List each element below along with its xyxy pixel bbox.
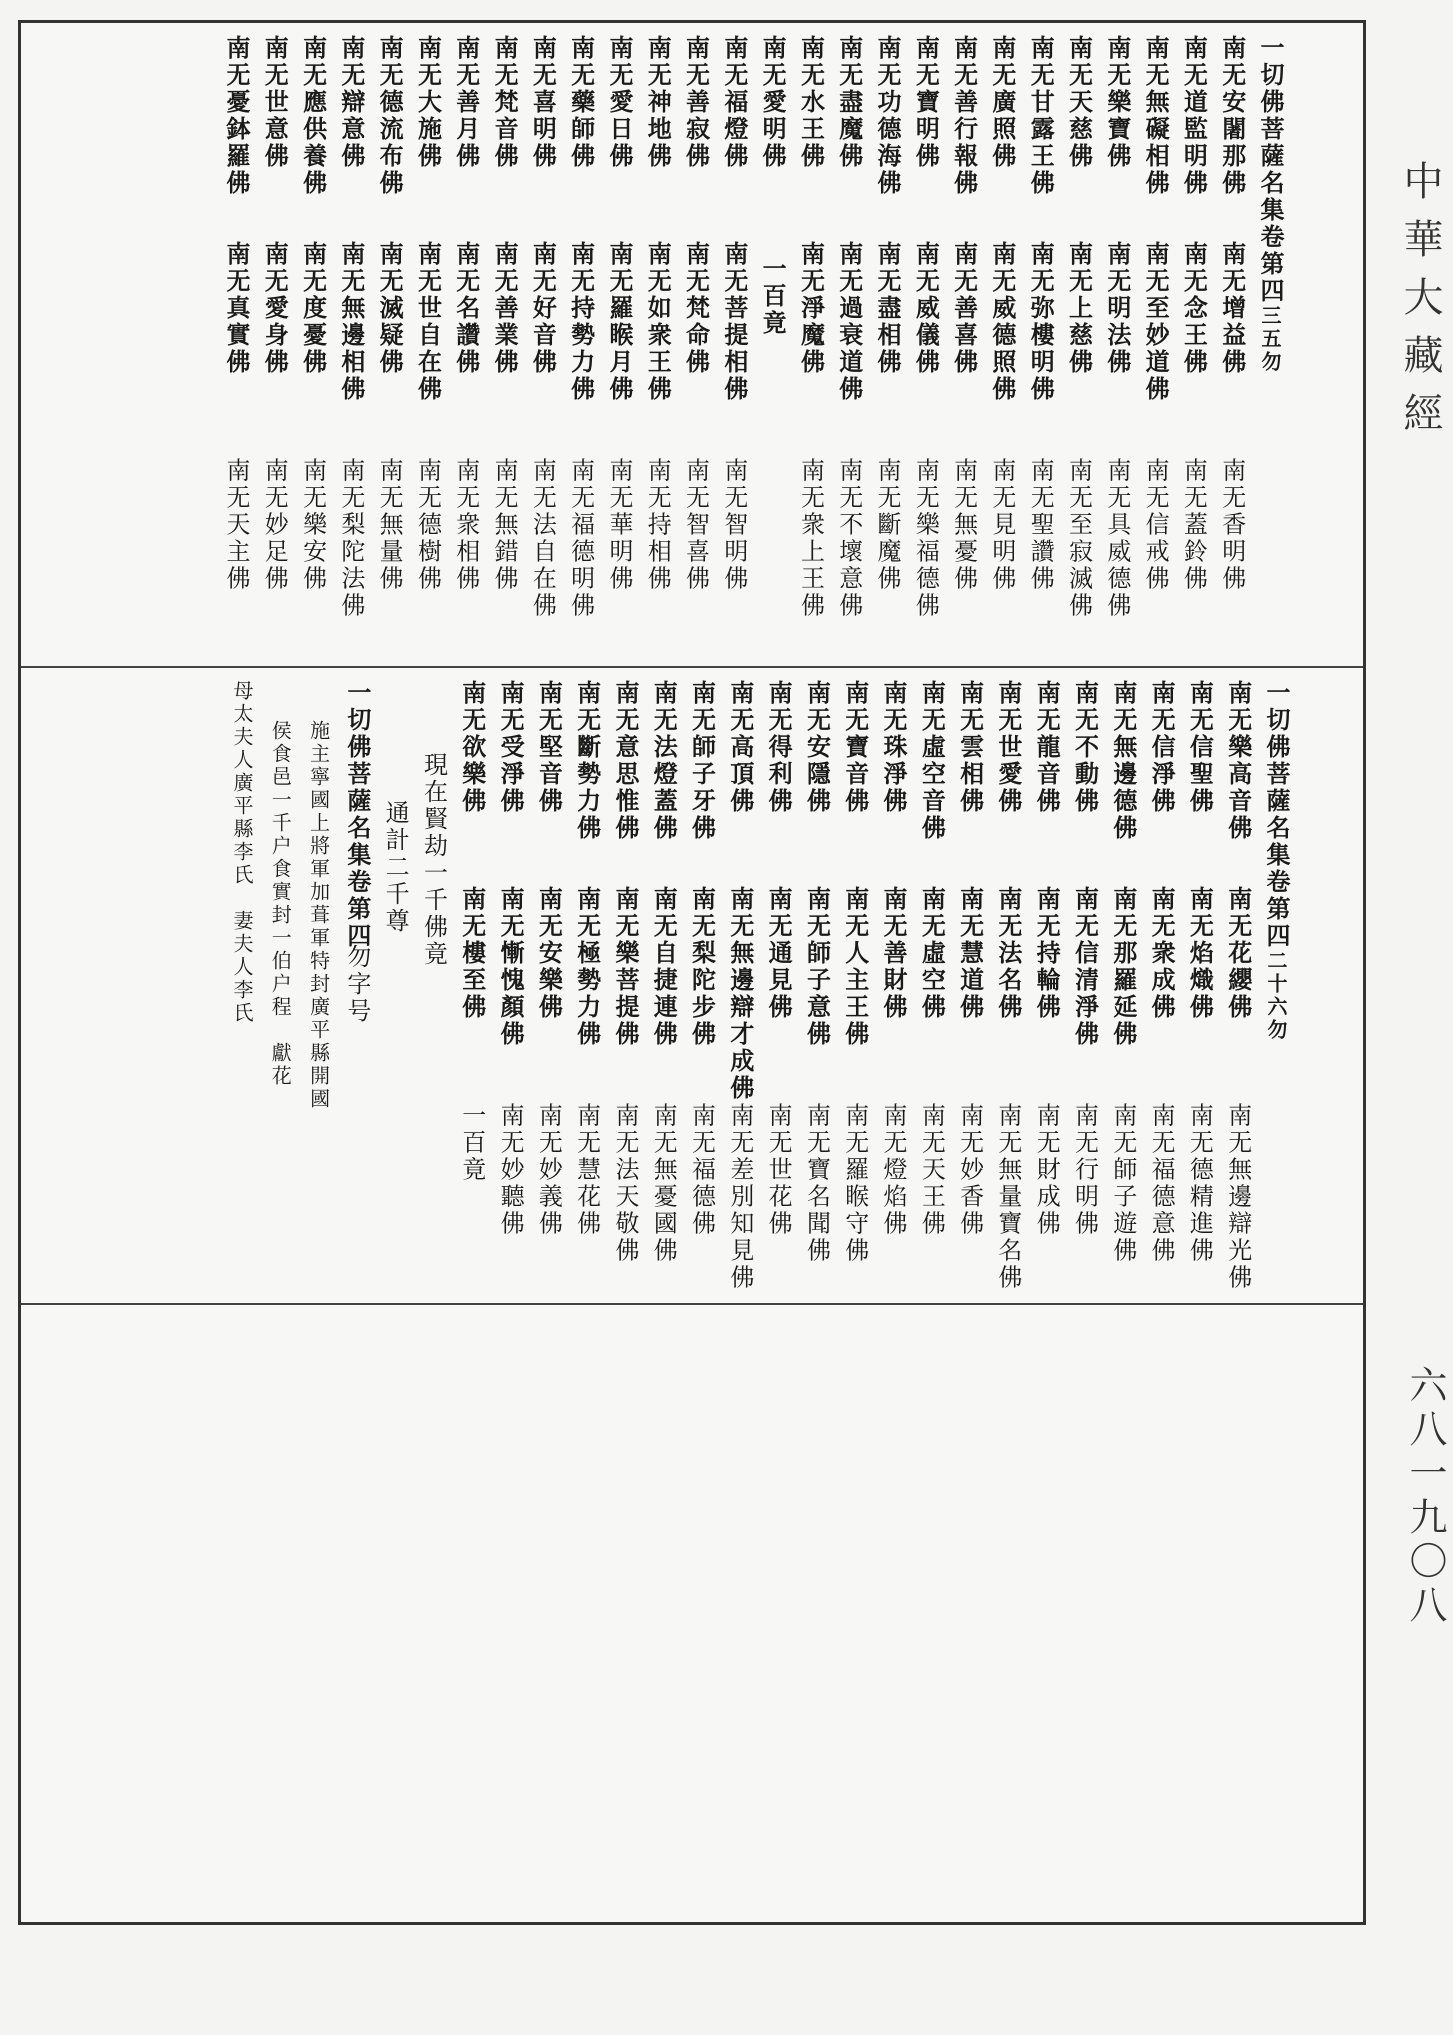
- buddha-name: 南无聖讚佛: [1026, 457, 1055, 593]
- buddha-name: 南无羅睺守佛: [840, 1102, 869, 1265]
- buddha-name: 南无妙足佛: [260, 457, 289, 593]
- buddha-name: 南无德樹佛: [413, 457, 442, 593]
- text-column: [1174, 35, 1212, 658]
- buddha-name: 南无持勢力佛: [566, 241, 596, 404]
- buddha-name: 南无上慈佛: [1064, 241, 1094, 377]
- buddha-name: 南无通見佛: [764, 886, 794, 1022]
- text-column: [600, 35, 638, 658]
- buddha-name: 南无衆相佛: [451, 457, 480, 593]
- buddha-name: 南无增益佛: [1217, 241, 1247, 377]
- text-column: [721, 680, 759, 1295]
- text-column: [676, 35, 714, 658]
- buddha-name: 南无慚愧顏佛: [496, 886, 526, 1049]
- footer-title-line: [338, 680, 376, 1295]
- buddha-name: 南无無錯佛: [490, 457, 519, 593]
- buddha-name: 南无斷勢力佛: [572, 680, 602, 842]
- buddha-name: 南无樂菩提佛: [610, 886, 640, 1049]
- text-column: [255, 35, 293, 658]
- buddha-name: 南无自捷連佛: [649, 886, 679, 1049]
- text-column: [332, 35, 370, 658]
- buddha-name: 南无天慈佛: [1064, 35, 1094, 170]
- buddha-name: 南无師子遊佛: [1108, 1102, 1137, 1265]
- buddha-name: 南无應供養佛: [298, 35, 328, 197]
- buddha-name: 南无善寂佛: [681, 35, 711, 170]
- buddha-name: 南无不動佛: [1070, 680, 1100, 815]
- folio-number: 二十六: [1264, 950, 1288, 1019]
- buddha-name: 南无善行報佛: [949, 35, 979, 197]
- buddha-name: 南无愛日佛: [604, 35, 634, 170]
- buddha-name: 南无法名佛: [993, 886, 1023, 1022]
- buddha-name: 南无寶名聞佛: [802, 1102, 831, 1265]
- buddha-name: 南无寶音佛: [840, 680, 870, 815]
- footer-line: 現在賢劫一千佛竟: [419, 752, 448, 968]
- buddha-name: 南无愛身佛: [260, 241, 290, 377]
- buddha-name: 南无焰熾佛: [1185, 886, 1215, 1022]
- buddha-name: 南无菩提相佛: [719, 241, 749, 404]
- buddha-name: 南无世自在佛: [413, 241, 443, 404]
- buddha-name: 南无大施佛: [413, 35, 443, 170]
- text-column: [1142, 680, 1180, 1295]
- buddha-name: 南无慧道佛: [955, 886, 985, 1022]
- text-column: [797, 680, 835, 1295]
- donor-line: 施主寧國上將軍加葺軍特封廣平縣開國: [306, 720, 331, 1111]
- buddha-name: 南无喜明佛: [528, 35, 558, 170]
- buddha-name: 南无梨陀步佛: [687, 886, 717, 1049]
- buddha-name: 南无蓋鈴佛: [1179, 457, 1208, 593]
- text-column: [1136, 35, 1174, 658]
- text-column: [523, 35, 561, 658]
- buddha-name: 南无安樂佛: [534, 886, 564, 1022]
- text-column: [715, 35, 753, 658]
- buddha-name: 南无無量寶名佛: [993, 1102, 1022, 1292]
- section-end-marker: 一百竟: [457, 1102, 486, 1184]
- text-column: [644, 680, 682, 1295]
- buddha-name: 南无信戒佛: [1141, 457, 1170, 593]
- text-column: [944, 35, 982, 658]
- buddha-name: 南无如衆王佛: [643, 241, 673, 404]
- buddha-name: 南无法燈蓋佛: [649, 680, 679, 842]
- text-column: [874, 680, 912, 1295]
- buddha-name: 南无得利佛: [764, 680, 794, 815]
- buddha-name: 南无虛空佛: [917, 886, 947, 1022]
- text-column: [1021, 35, 1059, 658]
- buddha-name: 南无樓至佛: [457, 886, 487, 1022]
- buddha-name: 南无辯意佛: [336, 35, 366, 170]
- buddha-name: 南无名讚佛: [451, 241, 481, 377]
- buddha-name: 南无信淨佛: [1147, 680, 1177, 815]
- buddha-name: 南无無量佛: [375, 457, 404, 593]
- footer-mark: 勿字号: [342, 944, 371, 1025]
- text-column: [217, 35, 255, 658]
- buddha-name: 南无不壞意佛: [834, 457, 863, 620]
- buddha-name: 南无樂寶佛: [1102, 35, 1132, 170]
- chapter-title: [1257, 680, 1319, 1295]
- buddha-name: 南无無邊德佛: [1108, 680, 1138, 842]
- text-column: [682, 680, 720, 1295]
- buddha-name: 南无意思惟佛: [610, 680, 640, 842]
- buddha-name: 南无信清淨佛: [1070, 886, 1100, 1049]
- buddha-name: 南无羅睺月佛: [604, 241, 634, 404]
- text-column: [293, 35, 331, 658]
- buddha-name: 南无梵命佛: [681, 241, 711, 377]
- buddha-name: 南无憂鉢羅佛: [221, 35, 251, 197]
- buddha-name: 南无師子意佛: [802, 886, 832, 1049]
- buddha-name: 南无甘露王佛: [1026, 35, 1056, 197]
- buddha-name: 南无無礙相佛: [1141, 35, 1171, 197]
- buddha-name: 南无天主佛: [221, 457, 250, 593]
- buddha-name: 南无華明佛: [604, 457, 633, 593]
- buddha-name: 南无善月佛: [451, 35, 481, 170]
- text-column: [983, 35, 1021, 658]
- text-column: [1212, 35, 1250, 658]
- text-column: [567, 680, 605, 1295]
- page-number: 六八一九〇八: [1403, 1365, 1447, 1629]
- buddha-name: 南无德精進佛: [1185, 1102, 1214, 1265]
- sequence-mark: 勿: [1258, 351, 1282, 374]
- buddha-name: 南无無憂佛: [949, 457, 978, 593]
- text-column: [912, 680, 950, 1295]
- buddha-name: 南无好音佛: [528, 241, 558, 377]
- chapter-title: [1251, 35, 1319, 658]
- text-column: [1104, 680, 1142, 1295]
- buddha-name: 南无斷魔佛: [873, 457, 902, 593]
- buddha-name: 南无信聖佛: [1185, 680, 1215, 815]
- buddha-name: 南无無邊相佛: [336, 241, 366, 404]
- buddha-name: 南无功德海佛: [873, 35, 903, 197]
- buddha-name: 南无樂福德佛: [911, 457, 940, 620]
- upper-columns: [131, 35, 1319, 658]
- buddha-name: 南无水王佛: [796, 35, 826, 170]
- buddha-name: 南无師子牙佛: [687, 680, 717, 842]
- section-end-marker: 一百竟: [758, 255, 788, 337]
- buddha-name: 南无堅音佛: [534, 680, 564, 815]
- buddha-name: 南无燈焰佛: [879, 1102, 908, 1238]
- buddha-name: 南无慧花佛: [572, 1102, 601, 1238]
- buddha-name: 南无人主王佛: [840, 886, 870, 1049]
- buddha-name: 南无度憂佛: [298, 241, 328, 377]
- chapter-title-text: 一切佛菩薩名集卷第四: [1262, 680, 1291, 950]
- buddha-name: 南无念王佛: [1179, 241, 1209, 377]
- text-column: [950, 680, 988, 1295]
- lower-text-panel: [21, 668, 1363, 1305]
- text-column: [491, 680, 529, 1295]
- text-column: [835, 680, 873, 1295]
- buddha-name: 南无差別知見佛: [725, 1102, 754, 1292]
- buddha-name: 南无雲相佛: [955, 680, 985, 815]
- buddha-name: 南无香明佛: [1217, 457, 1246, 593]
- text-column: [791, 35, 829, 658]
- buddha-name: 南无高頂佛: [725, 680, 755, 815]
- buddha-name: 南无過衰道佛: [834, 241, 864, 404]
- text-column: [561, 35, 599, 658]
- buddha-name: 南无世花佛: [764, 1102, 793, 1238]
- sequence-mark: 勿: [1264, 1019, 1288, 1042]
- buddha-name: 南无廣照佛: [987, 35, 1017, 170]
- buddha-name: 南无福德意佛: [1147, 1102, 1176, 1265]
- buddha-name: 南无見明佛: [987, 457, 1016, 593]
- buddha-name: 南无行明佛: [1070, 1102, 1099, 1238]
- text-column: [370, 35, 408, 658]
- buddha-name: 南无藥師佛: [566, 35, 596, 170]
- buddha-name: 南无持輪佛: [1032, 886, 1062, 1022]
- buddha-name: 南无盡相佛: [873, 241, 903, 377]
- buddha-name: 南无德流布佛: [375, 35, 405, 197]
- buddha-name: 南无天王佛: [917, 1102, 946, 1238]
- text-column: [452, 680, 490, 1295]
- buddha-name: 南无福德佛: [687, 1102, 716, 1238]
- buddha-name: 南无福德明佛: [566, 457, 595, 620]
- buddha-name: 南无愛明佛: [758, 35, 788, 170]
- buddha-name: 南无道監明佛: [1179, 35, 1209, 197]
- buddha-name: 南无法自在佛: [528, 457, 557, 620]
- buddha-name: 南无福燈佛: [719, 35, 749, 170]
- text-column: [638, 35, 676, 658]
- folio-number: 三五: [1258, 305, 1282, 351]
- text-column: [446, 35, 484, 658]
- chapter-title-text: 一切佛菩薩名集卷第四: [1256, 35, 1285, 305]
- scripture-page-frame: [18, 20, 1366, 1925]
- buddha-name: 南无善財佛: [879, 886, 909, 1022]
- buddha-name: 南无無憂國佛: [649, 1102, 678, 1265]
- buddha-name: 南无安隱佛: [802, 680, 832, 815]
- text-column: [408, 35, 446, 658]
- buddha-name: 南无智明佛: [719, 457, 748, 593]
- buddha-name: 南无梨陀法佛: [336, 457, 365, 620]
- buddha-name: 南无淨魔佛: [796, 241, 826, 377]
- buddha-name: 南无至寂滅佛: [1064, 457, 1093, 620]
- buddha-name: 南无梵音佛: [490, 35, 520, 170]
- text-column: [1098, 35, 1136, 658]
- buddha-name: 南无受淨佛: [496, 680, 526, 815]
- buddha-name: 南无滅疑佛: [375, 241, 405, 377]
- upper-text-panel: [21, 23, 1363, 668]
- buddha-name: 南无神地佛: [643, 35, 673, 170]
- buddha-name: 南无至妙道佛: [1141, 241, 1171, 404]
- lower-columns: [111, 680, 1319, 1295]
- buddha-name: 南无極勢力佛: [572, 886, 602, 1049]
- text-column: [1027, 680, 1065, 1295]
- buddha-name: 南无那羅延佛: [1108, 886, 1138, 1049]
- buddha-name: 南无威德照佛: [987, 241, 1017, 404]
- text-column: [989, 680, 1027, 1295]
- buddha-name: 南无真實佛: [221, 241, 251, 377]
- buddha-name: 南无明法佛: [1102, 241, 1132, 377]
- text-column: [868, 35, 906, 658]
- buddha-name: 南无世意佛: [260, 35, 290, 170]
- buddha-name: 南无無邊辯才成佛: [725, 886, 755, 1103]
- buddha-name: 南无盡魔佛: [834, 35, 864, 170]
- buddha-name: 南无龍音佛: [1032, 680, 1062, 815]
- text-column: [829, 35, 867, 658]
- buddha-name: 南无衆上王佛: [796, 457, 825, 620]
- text-column: [1065, 680, 1103, 1295]
- footer-line: 通計二千尊: [381, 800, 410, 935]
- buddha-name: 南无財成佛: [1032, 1102, 1061, 1238]
- empty-register: [21, 1305, 1363, 1925]
- text-column: [485, 35, 523, 658]
- buddha-name: 南无寶明佛: [911, 35, 941, 170]
- buddha-name: 南无樂高音佛: [1223, 680, 1253, 842]
- buddha-name: 南无妙義佛: [534, 1102, 563, 1238]
- text-column: [1180, 680, 1218, 1295]
- buddha-name: 南无虛空音佛: [917, 680, 947, 842]
- donor-line: 母太夫人廣平縣李氏 妻夫人李氏: [229, 680, 254, 1025]
- buddha-name: 南无珠淨佛: [879, 680, 909, 815]
- buddha-name: 南无欲樂佛: [457, 680, 487, 815]
- text-column: [759, 680, 797, 1295]
- text-column: [1059, 35, 1097, 658]
- buddha-name: 南无妙香佛: [955, 1102, 984, 1238]
- buddha-name: 南无智喜佛: [681, 457, 710, 593]
- buddha-name: 南无具威德佛: [1102, 457, 1131, 620]
- text-column: [753, 35, 791, 658]
- buddha-name: 南无善業佛: [490, 241, 520, 377]
- buddha-name: 南无安闍那佛: [1217, 35, 1247, 197]
- text-column: [1218, 680, 1256, 1295]
- buddha-name: 南无無邊辯光佛: [1223, 1102, 1252, 1292]
- buddha-name: 南无花纓佛: [1223, 886, 1253, 1022]
- buddha-name: 南无威儀佛: [911, 241, 941, 377]
- buddha-name: 南无樂安佛: [298, 457, 327, 593]
- buddha-name: 南无弥樓明佛: [1026, 241, 1056, 404]
- buddha-name: 南无持相佛: [643, 457, 672, 593]
- text-column: [529, 680, 567, 1295]
- collection-title: 中華大藏經: [1397, 160, 1443, 450]
- donor-line: 侯食邑一千户食實封一伯户程 獻花: [268, 720, 293, 1088]
- buddha-name: 南无世愛佛: [993, 680, 1023, 815]
- footer-title: 一切佛菩薩名集卷第四: [342, 680, 372, 950]
- buddha-name: 南无衆成佛: [1147, 886, 1177, 1022]
- text-column: [606, 680, 644, 1295]
- buddha-name: 南无善喜佛: [949, 241, 979, 377]
- buddha-name: 南无妙聽佛: [496, 1102, 525, 1238]
- text-column: [906, 35, 944, 658]
- buddha-name: 南无法天敬佛: [610, 1102, 639, 1265]
